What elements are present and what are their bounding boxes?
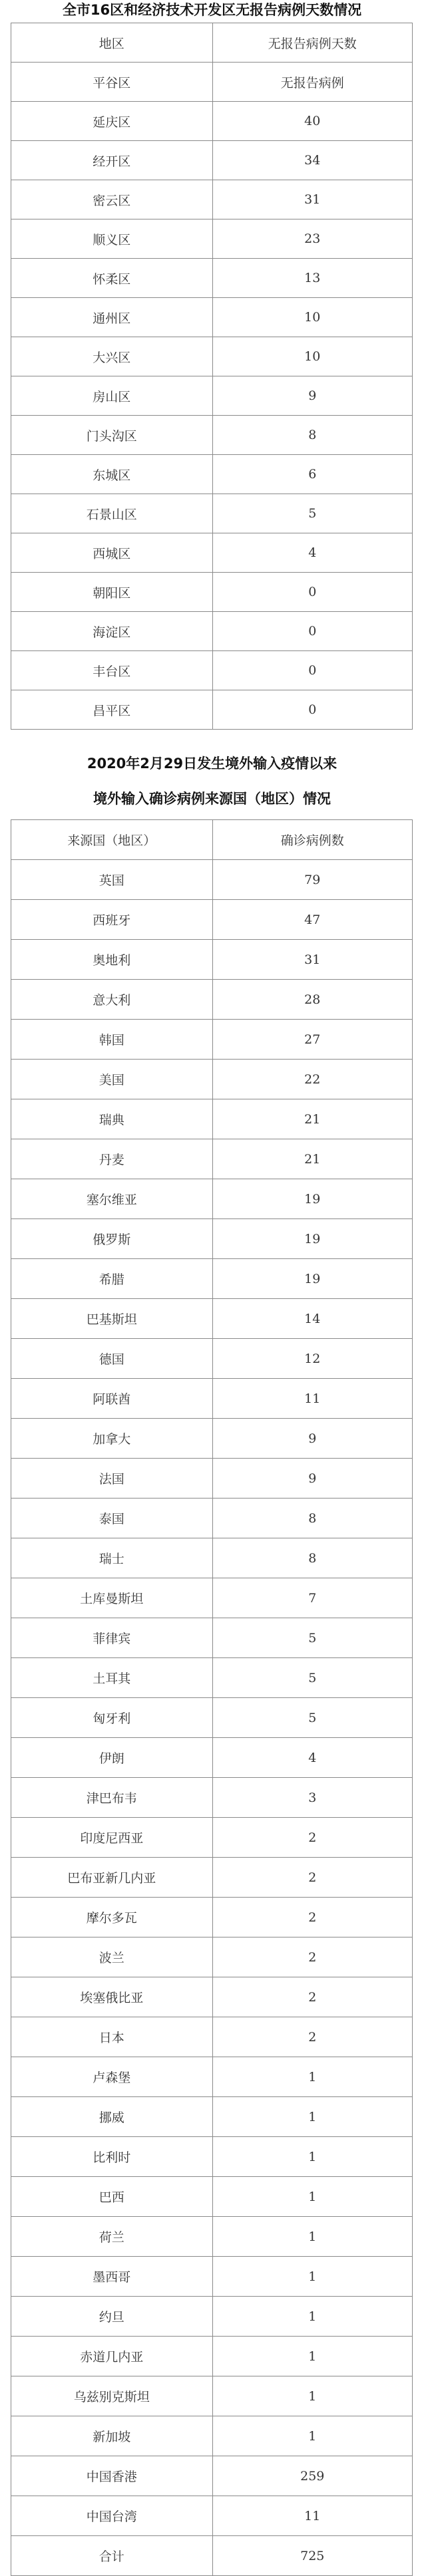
source-country-row [11,1099,413,1139]
cell-value: 8 [212,416,413,455]
cell-value: 725 [212,2536,413,2576]
cell-value: 2 [212,1818,413,1858]
district-header-row [11,23,413,63]
cell-region: 荷兰 [11,2217,213,2257]
cell-region: 埃塞俄比亚 [11,1977,213,2017]
cell-value: 1 [212,2297,413,2337]
cell-region: 日本 [11,2017,213,2057]
district-row [11,651,413,690]
imported-cases-table [11,819,413,2576]
cell-region: 通州区 [11,298,213,337]
cell-region: 比利时 [11,2137,213,2177]
cell-value: 1 [212,2177,413,2217]
source-country-row [11,1299,413,1339]
cell-value: 2 [212,1977,413,2017]
cell-value: 19 [212,1259,413,1299]
source-country-row [11,1259,413,1299]
cell-value: 19 [212,1179,413,1219]
column-header-region: 地区 [11,23,213,63]
source-country-row [11,980,413,1020]
cell-region: 石景山区 [11,494,213,533]
source-country-row [11,2257,413,2297]
source-country-row [11,1060,413,1099]
cell-region: 约旦 [11,2297,213,2337]
source-country-row [11,2137,413,2177]
district-row [11,141,413,180]
source-country-row [11,2097,413,2137]
cell-region: 英国 [11,860,213,900]
source-country-row [11,2057,413,2097]
cell-region: 塞尔维亚 [11,1179,213,1219]
source-country-row [11,2177,413,2217]
cell-region: 巴布亚新几内亚 [11,1858,213,1898]
cell-value: 79 [212,860,413,900]
cell-value: 10 [212,298,413,337]
cell-value: 0 [212,651,413,690]
cell-region: 丰台区 [11,651,213,690]
cell-value: 22 [212,1060,413,1099]
cell-value: 1 [212,2376,413,2416]
cell-region: 泰国 [11,1499,213,1538]
cell-region: 法国 [11,1459,213,1499]
cell-region: 菲律宾 [11,1618,213,1658]
cell-region: 津巴布韦 [11,1778,213,1818]
cell-region: 房山区 [11,376,213,416]
source-country-header-row [11,820,413,860]
cell-region: 土库曼斯坦 [11,1578,213,1618]
cell-region: 昌平区 [11,690,213,730]
cell-region: 延庆区 [11,102,213,141]
cell-value: 1 [212,2097,413,2137]
cell-region: 乌兹别克斯坦 [11,2376,213,2416]
cell-value: 10 [212,337,413,376]
cell-value: 0 [212,573,413,612]
source-country-row [11,2496,413,2536]
cell-value: 31 [212,180,413,219]
source-country-row [11,2297,413,2337]
cell-region: 海淀区 [11,612,213,651]
cell-region: 阿联酋 [11,1379,213,1419]
source-country-row [11,2456,413,2496]
cell-region: 波兰 [11,1937,213,1977]
source-country-row [11,2337,413,2376]
cell-value: 47 [212,900,413,940]
cell-value: 34 [212,141,413,180]
table2-title-line2: 境外输入确诊病例来源国（地区）情况 [93,791,331,807]
source-country-row [11,2376,413,2416]
column-header-value: 确诊病例数 [212,820,413,860]
source-country-row [11,1977,413,2017]
cell-region: 瑞典 [11,1099,213,1139]
cell-region: 卢森堡 [11,2057,213,2097]
source-country-row [11,2416,413,2456]
cell-value: 9 [212,1459,413,1499]
cell-value: 2 [212,1898,413,1937]
cell-value: 0 [212,690,413,730]
source-country-row [11,900,413,940]
cell-region: 奥地利 [11,940,213,980]
cell-value: 5 [212,1698,413,1738]
cell-region: 中国台湾 [11,2496,213,2536]
table2-title-line1: 2020年2月29日发生境外输入疫情以来 [87,756,337,772]
cell-value: 2 [212,1858,413,1898]
cell-region: 新加坡 [11,2416,213,2456]
source-country-row [11,1898,413,1937]
cell-value: 21 [212,1139,413,1179]
cell-region: 伊朗 [11,1738,213,1778]
cell-region: 平谷区 [11,63,213,102]
cell-value: 31 [212,940,413,980]
cell-value: 2 [212,1937,413,1977]
cell-value: 259 [212,2456,413,2496]
source-country-row [11,2017,413,2057]
district-row [11,337,413,376]
cell-value: 27 [212,1020,413,1060]
district-row [11,455,413,494]
source-country-row [11,1538,413,1578]
cell-region: 大兴区 [11,337,213,376]
source-country-row [11,1419,413,1459]
source-country-row [11,2217,413,2257]
source-country-row [11,1459,413,1499]
cell-value: 1 [212,2057,413,2097]
cell-value: 无报告病例 [212,63,413,102]
cell-value: 12 [212,1339,413,1379]
no-case-days-table [11,23,413,730]
cell-region: 西城区 [11,533,213,573]
district-row [11,376,413,416]
district-row [11,612,413,651]
cell-value: 1 [212,2416,413,2456]
cell-region: 合计 [11,2536,213,2576]
source-country-row [11,1379,413,1419]
cell-region: 巴西 [11,2177,213,2217]
cell-value: 23 [212,219,413,259]
source-country-row [11,1658,413,1698]
source-country-row [11,2536,413,2576]
cell-value: 0 [212,612,413,651]
cell-value: 8 [212,1499,413,1538]
cell-value: 40 [212,102,413,141]
cell-region: 经开区 [11,141,213,180]
district-row [11,416,413,455]
cell-value: 19 [212,1219,413,1259]
source-country-row [11,1618,413,1658]
cell-region: 朝阳区 [11,573,213,612]
cell-value: 9 [212,1419,413,1459]
source-country-row [11,1219,413,1259]
cell-value: 5 [212,494,413,533]
district-row [11,102,413,141]
cell-region: 俄罗斯 [11,1219,213,1259]
cell-region: 怀柔区 [11,259,213,298]
column-header-value: 无报告病例天数 [212,23,413,63]
cell-value: 9 [212,376,413,416]
source-country-row [11,1858,413,1898]
cell-region: 西班牙 [11,900,213,940]
source-country-row [11,1499,413,1538]
cell-value: 2 [212,2017,413,2057]
district-row [11,494,413,533]
cell-region: 中国香港 [11,2456,213,2496]
source-country-row [11,1578,413,1618]
source-country-row [11,860,413,900]
district-row [11,573,413,612]
cell-value: 28 [212,980,413,1020]
cell-value: 4 [212,1738,413,1778]
cell-region: 密云区 [11,180,213,219]
cell-region: 丹麦 [11,1139,213,1179]
cell-value: 1 [212,2217,413,2257]
cell-value: 13 [212,259,413,298]
cell-region: 匈牙利 [11,1698,213,1738]
cell-value: 11 [212,2496,413,2536]
cell-region: 美国 [11,1060,213,1099]
cell-region: 巴基斯坦 [11,1299,213,1339]
district-row [11,298,413,337]
cell-region: 摩尔多瓦 [11,1898,213,1937]
source-country-row [11,1339,413,1379]
cell-region: 韩国 [11,1020,213,1060]
cell-value: 21 [212,1099,413,1139]
cell-region: 土耳其 [11,1658,213,1698]
cell-value: 11 [212,1379,413,1419]
cell-value: 1 [212,2257,413,2297]
cell-value: 4 [212,533,413,573]
cell-region: 顺义区 [11,219,213,259]
cell-region: 德国 [11,1339,213,1379]
source-country-row [11,940,413,980]
district-row [11,259,413,298]
source-country-row [11,1179,413,1219]
source-country-row [11,1738,413,1778]
district-row [11,690,413,730]
cell-region: 门头沟区 [11,416,213,455]
source-country-row [11,1937,413,1977]
cell-value: 1 [212,2137,413,2177]
source-country-row [11,1698,413,1738]
cell-value: 8 [212,1538,413,1578]
district-row [11,533,413,573]
column-header-region: 来源国（地区） [11,820,213,860]
source-country-row [11,1020,413,1060]
cell-region: 瑞士 [11,1538,213,1578]
source-country-row [11,1778,413,1818]
cell-region: 墨西哥 [11,2257,213,2297]
cell-value: 14 [212,1299,413,1339]
cell-region: 加拿大 [11,1419,213,1459]
table1-title: 全市16区和经济技术开发区无报告病例天数情况 [62,2,362,18]
cell-value: 3 [212,1778,413,1818]
cell-region: 印度尼西亚 [11,1818,213,1858]
district-row [11,219,413,259]
source-country-row [11,1818,413,1858]
cell-region: 赤道几内亚 [11,2337,213,2376]
district-row [11,63,413,102]
cell-value: 5 [212,1618,413,1658]
source-country-row [11,1139,413,1179]
cell-region: 希腊 [11,1259,213,1299]
cell-region: 挪威 [11,2097,213,2137]
cell-value: 1 [212,2337,413,2376]
district-row [11,180,413,219]
cell-value: 7 [212,1578,413,1618]
cell-value: 5 [212,1658,413,1698]
cell-value: 6 [212,455,413,494]
cell-region: 东城区 [11,455,213,494]
cell-region: 意大利 [11,980,213,1020]
